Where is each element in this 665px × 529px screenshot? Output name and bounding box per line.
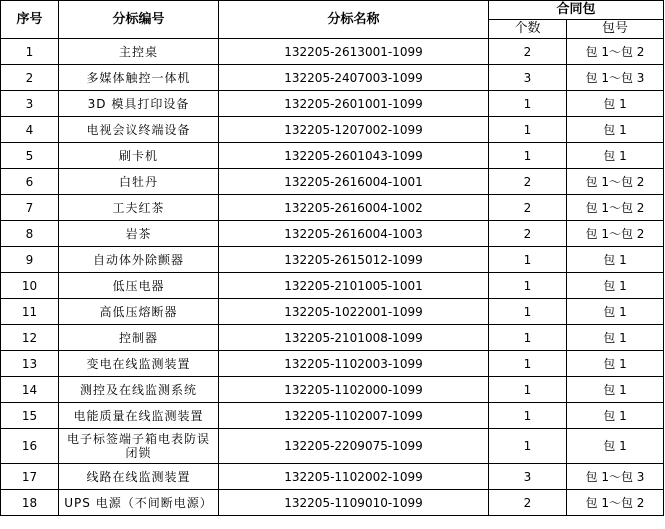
- row-code: 132205-2613001-1099: [219, 39, 489, 65]
- row-count: 1: [489, 299, 567, 325]
- row-code: 132205-2101008-1099: [219, 325, 489, 351]
- row-name: 控制器: [59, 325, 219, 351]
- table-row: [1, 429, 664, 464]
- row-count: 1: [489, 429, 567, 464]
- row-count: 3: [489, 464, 567, 490]
- table-row: [1, 195, 664, 221]
- row-package: 包 1: [567, 299, 664, 325]
- header-code: 分标编号: [59, 1, 219, 39]
- row-package: 包 1～包 3: [567, 65, 664, 91]
- row-code: 132205-2407003-1099: [219, 65, 489, 91]
- row-package: 包 1: [567, 351, 664, 377]
- row-name: 刷卡机: [59, 143, 219, 169]
- row-seq: 13: [1, 351, 59, 377]
- row-code: 132205-2101005-1001: [219, 273, 489, 299]
- table-row: [1, 91, 664, 117]
- row-package: 包 1: [567, 91, 664, 117]
- row-package: 包 1: [567, 247, 664, 273]
- table-row: [1, 464, 664, 490]
- row-seq: 5: [1, 143, 59, 169]
- row-name: 电子标签端子箱电表防误闭锁: [59, 429, 219, 464]
- row-seq: 1: [1, 39, 59, 65]
- row-code: 132205-1109010-1099: [219, 490, 489, 516]
- row-package: 包 1: [567, 325, 664, 351]
- header-contract: 合同包: [489, 1, 664, 20]
- row-name: 高低压熔断器: [59, 299, 219, 325]
- table-row: [1, 221, 664, 247]
- row-seq: 11: [1, 299, 59, 325]
- row-package: 包 1～包 2: [567, 490, 664, 516]
- row-name: 变电在线监测装置: [59, 351, 219, 377]
- header-seq: 序号: [1, 1, 59, 39]
- table-row: [1, 403, 664, 429]
- row-name: 电能质量在线监测装置: [59, 403, 219, 429]
- row-count: 1: [489, 247, 567, 273]
- row-package: 包 1～包 2: [567, 39, 664, 65]
- row-name: 低压电器: [59, 273, 219, 299]
- row-package: 包 1: [567, 429, 664, 464]
- table-row: [1, 39, 664, 65]
- table-row: [1, 169, 664, 195]
- row-name: 多媒体触控一体机: [59, 65, 219, 91]
- row-seq: 7: [1, 195, 59, 221]
- row-count: 1: [489, 325, 567, 351]
- row-package: 包 1～包 2: [567, 169, 664, 195]
- table-row: [1, 377, 664, 403]
- row-count: 2: [489, 195, 567, 221]
- row-seq: 10: [1, 273, 59, 299]
- row-code: 132205-2209075-1099: [219, 429, 489, 464]
- row-count: 3: [489, 65, 567, 91]
- row-package: 包 1: [567, 143, 664, 169]
- row-name: 电视会议终端设备: [59, 117, 219, 143]
- table-row: [1, 299, 664, 325]
- row-seq: 16: [1, 429, 59, 464]
- row-package: 包 1: [567, 403, 664, 429]
- row-package: 包 1～包 3: [567, 464, 664, 490]
- row-code: 132205-2616004-1002: [219, 195, 489, 221]
- row-count: 2: [489, 490, 567, 516]
- row-count: 2: [489, 39, 567, 65]
- table-row: [1, 65, 664, 91]
- row-name: 线路在线监测装置: [59, 464, 219, 490]
- row-seq: 4: [1, 117, 59, 143]
- row-count: 1: [489, 143, 567, 169]
- row-count: 1: [489, 403, 567, 429]
- row-code: 132205-2601043-1099: [219, 143, 489, 169]
- row-seq: 17: [1, 464, 59, 490]
- row-code: 132205-2616004-1003: [219, 221, 489, 247]
- row-code: 132205-1102000-1099: [219, 377, 489, 403]
- header-count: 个数: [489, 20, 567, 39]
- row-package: 包 1: [567, 377, 664, 403]
- row-seq: 8: [1, 221, 59, 247]
- table-row: [1, 351, 664, 377]
- row-name: 白牡丹: [59, 169, 219, 195]
- row-count: 1: [489, 273, 567, 299]
- row-package: 包 1～包 2: [567, 195, 664, 221]
- row-seq: 14: [1, 377, 59, 403]
- row-package: 包 1～包 2: [567, 221, 664, 247]
- row-seq: 9: [1, 247, 59, 273]
- row-code: 132205-1207002-1099: [219, 117, 489, 143]
- row-name: 3D 模具打印设备: [59, 91, 219, 117]
- row-name: UPS 电源（不间断电源）: [59, 490, 219, 516]
- row-seq: 18: [1, 490, 59, 516]
- row-count: 1: [489, 91, 567, 117]
- row-seq: 3: [1, 91, 59, 117]
- row-count: 2: [489, 221, 567, 247]
- row-name: 测控及在线监测系统: [59, 377, 219, 403]
- row-name: 工夫红茶: [59, 195, 219, 221]
- row-code: 132205-1022001-1099: [219, 299, 489, 325]
- row-seq: 6: [1, 169, 59, 195]
- row-code: 132205-1102002-1099: [219, 464, 489, 490]
- table-row: [1, 247, 664, 273]
- row-seq: 15: [1, 403, 59, 429]
- row-code: 132205-1102003-1099: [219, 351, 489, 377]
- row-name: 岩茶: [59, 221, 219, 247]
- table-row: [1, 117, 664, 143]
- row-package: 包 1: [567, 273, 664, 299]
- row-name: 自动体外除颤器: [59, 247, 219, 273]
- row-name: 主控桌: [59, 39, 219, 65]
- row-count: 1: [489, 117, 567, 143]
- table-row: [1, 273, 664, 299]
- table-row: [1, 143, 664, 169]
- header-name: 分标名称: [219, 1, 489, 39]
- row-seq: 12: [1, 325, 59, 351]
- header-package: 包号: [567, 20, 664, 39]
- row-count: 1: [489, 351, 567, 377]
- row-code: 132205-2615012-1099: [219, 247, 489, 273]
- row-package: 包 1: [567, 117, 664, 143]
- row-code: 132205-2616004-1001: [219, 169, 489, 195]
- row-code: 132205-2601001-1099: [219, 91, 489, 117]
- row-code: 132205-1102007-1099: [219, 403, 489, 429]
- table-row: [1, 325, 664, 351]
- row-count: 2: [489, 169, 567, 195]
- row-seq: 2: [1, 65, 59, 91]
- row-count: 1: [489, 377, 567, 403]
- table-row: [1, 490, 664, 516]
